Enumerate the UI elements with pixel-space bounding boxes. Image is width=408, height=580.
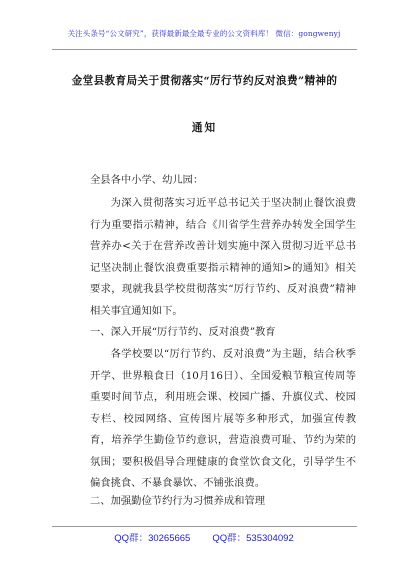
section-heading-2: 二、加强勤俭节约行为习惯养成和管理: [90, 495, 266, 507]
section-heading-1: 一、深入开展“厉行节约、反对浪费”教育: [90, 326, 276, 338]
document-title: 金堂县教育局关于贯彻落实“厉行节约反对浪费”精神的: [71, 75, 338, 87]
footer-contacts: [0, 530, 408, 544]
footer-divider: [52, 526, 357, 527]
footer-qq-group-1: QQ群：30265665: [114, 533, 191, 544]
salutation: 全县各中小学、幼儿园：: [90, 174, 204, 186]
header-divider: [52, 49, 357, 50]
header-notice: 关注头条号“公文研究”，获得最新最全最专业的公文资料库！ 微信：gongwenyj: [67, 29, 341, 38]
document-title-continued: 通知: [191, 122, 218, 134]
section-1-paragraph: 各学校要以“厉行节约、反对浪费”为主题，结合秋季开学、世界粮食日（10月16日）、全国爱粮节粮宣传周等重要时间节点，利用班会课、校园广播、升旗仪式、校园专栏、校园网络、宣传图片展等多种形式，加强宣传教育，培养学生勤俭节约意识，营造浪费可耻、节约为荣的氛围；要积极倡导合理健康的食堂饮食文化，引导学生不偏食挑食、不暴食暴饮、不铺张浪费。: [90, 348, 356, 489]
intro-paragraph: 为深入贯彻落实习近平总书记关于坚决制止餐饮浪费行为重要指示精神，结合《川省学生营养办转发全国学生营养办<关于在营养改善计划实施中深入贯彻习近平总书记坚决制止餐饮浪费重要指示精神的通知>的通知》相关要求，现就我县学校贯彻落实“厉行节约、反对浪费”精神相关事宜通知如下。: [90, 197, 356, 317]
footer-qq-group-2: QQ群：535304092: [212, 533, 294, 544]
